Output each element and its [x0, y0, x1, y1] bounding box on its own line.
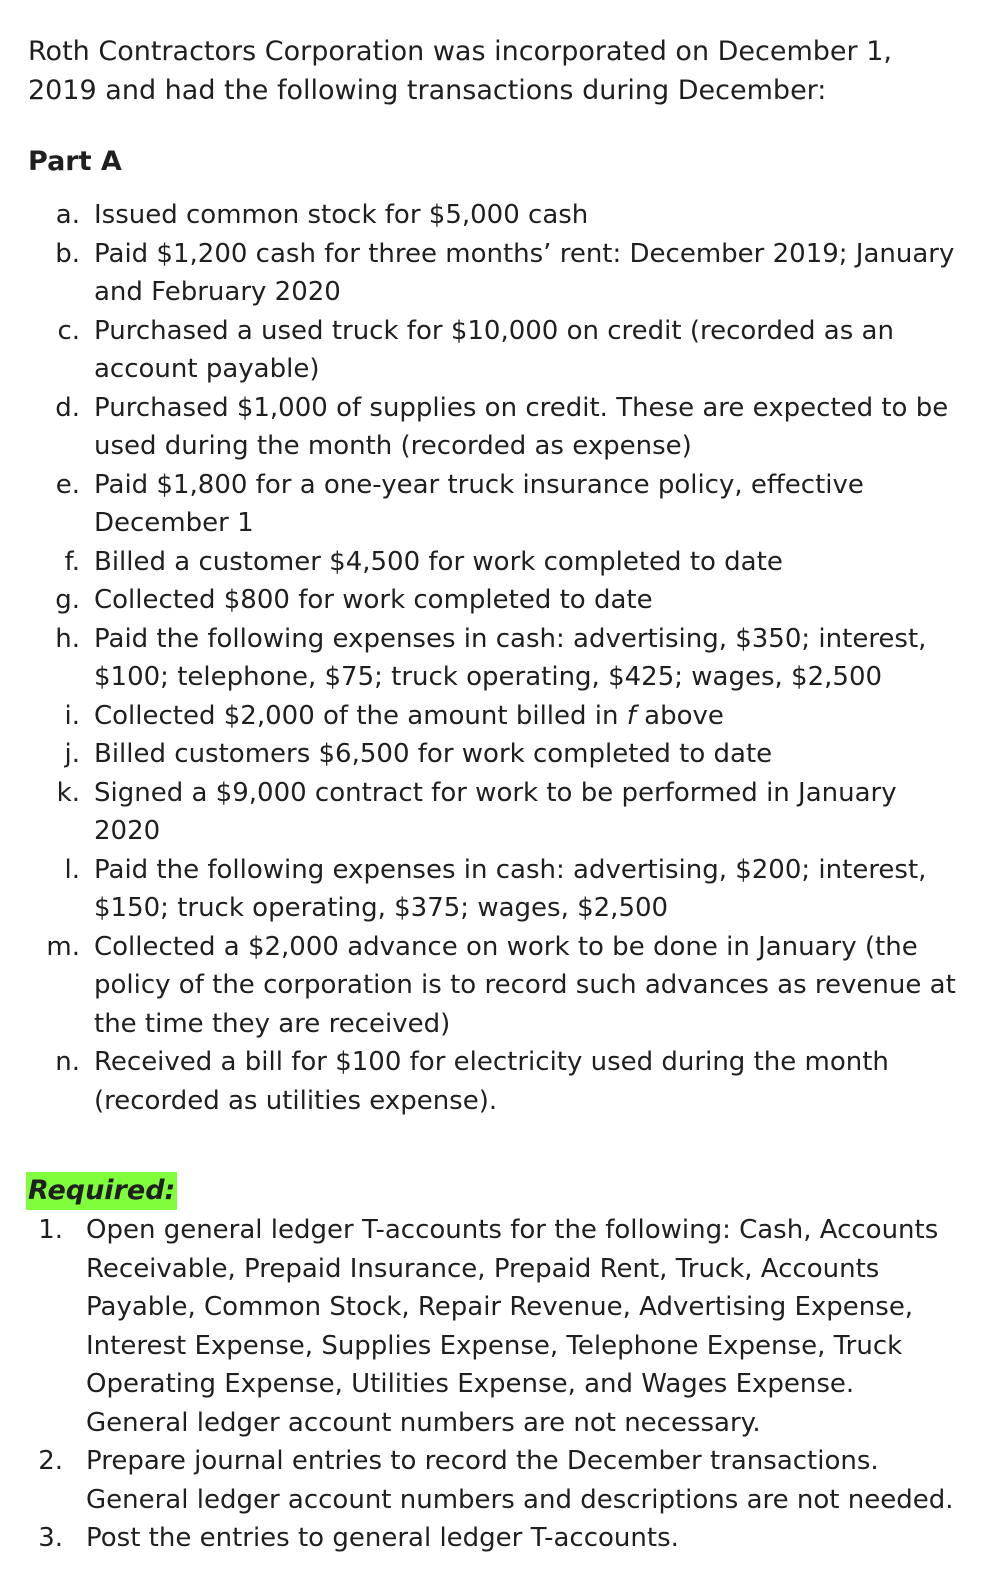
transaction-text: Paid the following expenses in cash: advertising, $350; interest, $100; telephone, $75; truck operating, $425; wages, $2,500	[94, 623, 927, 692]
requirements-list	[0, 1211, 984, 1558]
transaction-text: Paid the following expenses in cash: advertising, $200; interest, $150; truck operating, $375; wages, $2,500	[94, 854, 927, 923]
transaction-text: Received a bill for $100 for electricity used during the month (recorded as utilities expense).	[94, 1047, 889, 1116]
transaction-letter: e.	[55, 469, 80, 500]
transaction-text: Paid $1,800 for a one-year truck insurance policy, effective December 1	[94, 469, 864, 538]
transaction-item	[0, 620, 984, 697]
transaction-letter: m.	[46, 931, 80, 962]
transaction-text-before: Collected $2,000 of the amount billed in	[94, 700, 627, 731]
transaction-letter: d.	[55, 392, 80, 423]
transaction-text: Signed a $9,000 contract for work to be performed in January 2020	[94, 777, 897, 846]
requirement-text: Open general ledger T-accounts for the following: Cash, Accounts Receivable, Prepaid Insurance, Prepaid Rent, Truck, Accounts Payable, Common Stock, Repair Revenue, Advertising Expense, Interest Expense, Supplies Expense, Telephone Expense, Truck Operating Expense, Utilities Expense, and Wages Expense. General ledger account numbers are not necessary.	[86, 1215, 939, 1438]
requirement-number: 3.	[38, 1523, 63, 1553]
transaction-letter: k.	[56, 777, 80, 808]
transaction-item	[0, 697, 984, 736]
part-a-heading: Part A	[28, 146, 122, 177]
requirement-text: Post the entries to general ledger T-accounts.	[86, 1523, 679, 1553]
transaction-item	[0, 312, 984, 389]
transaction-letter: c.	[57, 315, 80, 346]
transaction-item	[0, 235, 984, 312]
transaction-item	[0, 774, 984, 851]
requirement-item	[0, 1442, 984, 1519]
transaction-item	[0, 928, 984, 1044]
transaction-letter: l.	[64, 854, 80, 885]
intro-paragraph: Roth Contractors Corporation was incorporated on December 1, 2019 and had the following transactions during December:	[28, 36, 892, 106]
transaction-text: Paid $1,200 cash for three months’ rent: December 2019; January and February 2020	[94, 238, 955, 307]
requirement-number: 1.	[38, 1215, 63, 1245]
transaction-letter: i.	[64, 700, 80, 731]
transaction-text: Purchased a used truck for $10,000 on credit (recorded as an account payable)	[94, 315, 894, 384]
transaction-item	[0, 735, 984, 774]
transaction-text: Collected a $2,000 advance on work to be done in January (the policy of the corporation is to record such advances as revenue at the time they are received)	[94, 931, 956, 1039]
transaction-item	[0, 581, 984, 620]
transaction-item	[0, 851, 984, 928]
transaction-text: Purchased $1,000 of supplies on credit. These are expected to be used during the month (recorded as expense)	[94, 392, 949, 461]
transaction-letter: h.	[55, 623, 80, 654]
transaction-text: Collected $800 for work completed to date	[94, 585, 653, 615]
transaction-item	[0, 196, 984, 235]
transaction-reference: f	[626, 700, 636, 731]
required-heading: Required:	[26, 1172, 177, 1210]
transaction-text: Issued common stock for $5,000 cash	[94, 200, 589, 230]
transaction-letter: g.	[55, 585, 80, 615]
transaction-letter: f.	[64, 546, 80, 577]
requirement-text: Prepare journal entries to record the December transactions. General ledger account numbers and descriptions are not needed.	[86, 1446, 954, 1515]
transaction-item	[0, 1043, 984, 1120]
transaction-item	[0, 389, 984, 466]
transaction-list	[0, 196, 984, 1120]
transaction-text-after: above	[635, 700, 724, 731]
requirement-item	[0, 1519, 984, 1558]
requirement-number: 2.	[38, 1446, 63, 1476]
requirement-item	[0, 1211, 984, 1442]
transaction-letter: j.	[64, 739, 80, 769]
transaction-text: Billed a customer $4,500 for work completed to date	[94, 546, 783, 577]
transaction-item	[0, 466, 984, 543]
transaction-letter: a.	[55, 200, 80, 230]
transaction-item	[0, 543, 984, 582]
transaction-letter: n.	[55, 1047, 80, 1077]
transaction-text: Billed customers $6,500 for work completed to date	[94, 739, 773, 769]
transaction-letter: b.	[55, 238, 80, 269]
